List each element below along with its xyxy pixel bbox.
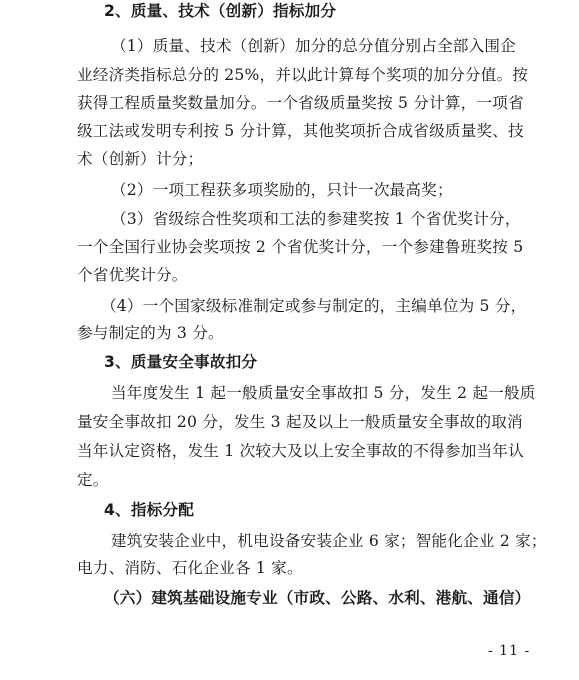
paragraph-line: 个省优奖计分。 — [77, 266, 188, 284]
paragraph-line: （2）一项工程获多项奖励的，只计一次最高奖； — [111, 181, 453, 199]
paragraph-line: 电力、消防、石化企业各 1 家。 — [77, 559, 303, 577]
section-heading-safety-deduction: 3、质量安全事故扣分 — [104, 353, 258, 371]
paragraph-line: 参与制定的为 3 分。 — [77, 324, 224, 342]
section-heading-allocation: 4、指标分配 — [104, 501, 195, 519]
paragraph-line: 术（创新）计分； — [77, 150, 204, 168]
paragraph-line: （1）质量、技术（创新）加分的总分值分别占全部入围企 — [111, 37, 516, 55]
paragraph-line: 业经济类指标总分的 25%，并以此计算每个奖项的加分分值。按 — [77, 66, 529, 84]
section-heading-quality-tech: 2、质量、技术（创新）指标加分 — [104, 2, 337, 20]
paragraph-line: （3）省级综合性奖项和工法的参建奖按 1 个省优奖计分， — [111, 210, 521, 228]
section-heading-infrastructure: （六）建筑基础设施专业（市政、公路、水利、港航、通信） — [104, 589, 531, 607]
paragraph-line: 当年度发生 1 起一般质量安全事故扣 5 分，发生 2 起一般质 — [111, 384, 536, 402]
paragraph-line: 量安全事故扣 20 分，发生 3 起及以上一般质量安全事故的取消 — [77, 413, 523, 431]
page-number: - 11 - — [488, 643, 531, 659]
paragraph-line: 一个全国行业协会奖项按 2 个省优奖计分，一个参建鲁班奖按 5 — [77, 238, 524, 256]
paragraph-line: 级工法或发明专利按 5 分计算，其他奖项折合成省级质量奖、技 — [77, 122, 524, 140]
paragraph-line: 获得工程质量奖数量加分。一个省级质量奖按 5 分计算，一项省 — [77, 94, 524, 112]
paragraph-line: 当年认定资格，发生 1 次较大及以上安全事故的不得参加当年认 — [77, 442, 524, 460]
paragraph-line: （4）一个国家级标准制定或参与制定的，主编单位为 5 分， — [101, 297, 527, 315]
paragraph-line: 建筑安装企业中，机电设备安装企业 6 家；智能化企业 2 家； — [111, 532, 547, 550]
paragraph-line: 定。 — [77, 471, 109, 489]
